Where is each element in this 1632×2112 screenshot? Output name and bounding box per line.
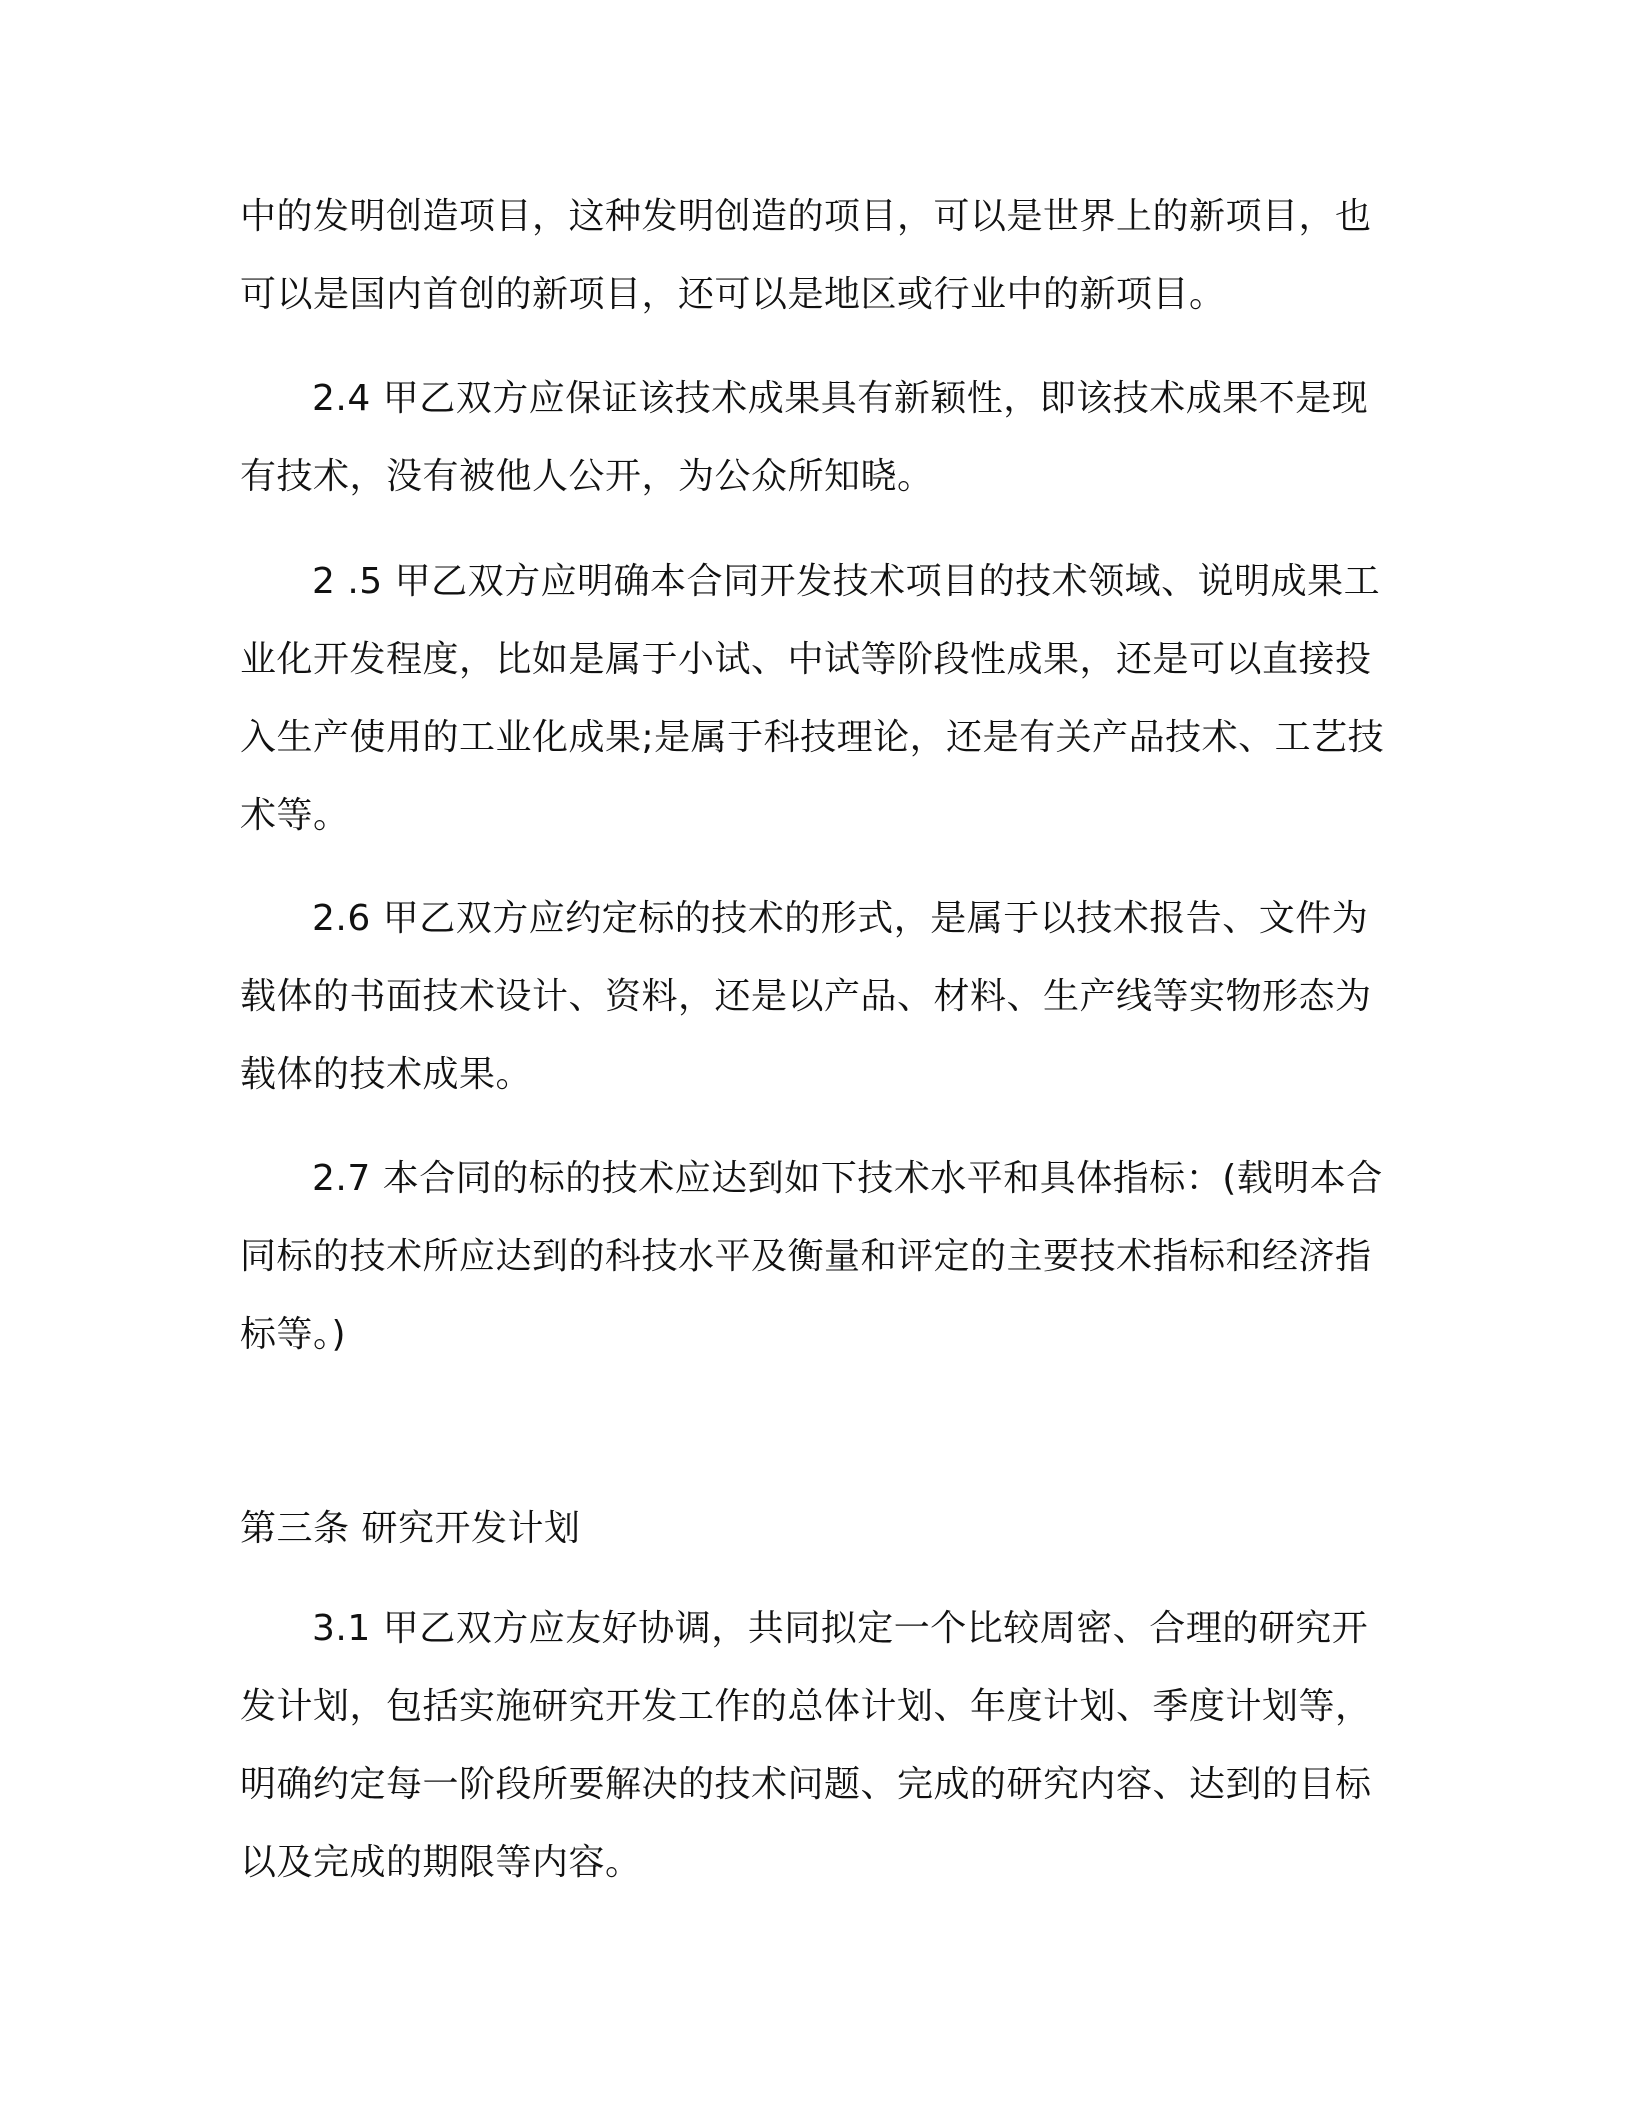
paragraph-clause-3-1: 3.1 甲乙双方应友好协调，共同拟定一个比较周密、合理的研究开发计划，包括实施研究开发工作的总体计划、年度计划、季度计划等，明确约定每一阶段所要解决的技术问题、完成的研究内容、达到的目标以及完成的期限等内容。 [240, 1608, 1372, 1883]
paragraph-clause-2-6: 2.6 甲乙双方应约定标的技术的形式，是属于以技术报告、文件为载体的书面技术设计、资料，还是以产品、材料、生产线等实物形态为载体的技术成果。 [240, 898, 1372, 1095]
paragraph-clause-2-4: 2.4 甲乙双方应保证该技术成果具有新颖性，即该技术成果不是现有技术，没有被他人公开，为公众所知晓。 [240, 378, 1369, 497]
paragraph-clause-2-5: 2 .5 甲乙双方应明确本合同开发技术项目的技术领域、说明成果工业化开发程度，比如是属于小试、中试等阶段性成果，还是可以直接投入生产使用的工业化成果;是属于科技理论，还是有关产品技术、工艺技术等。 [240, 561, 1385, 836]
article-3-heading: 第三条 研究开发计划 [240, 1508, 581, 1549]
paragraph-continuation: 中的发明创造项目，这种发明创造的项目，可以是世界上的新项目，也可以是国内首创的新项目，还可以是地区或行业中的新项目。 [240, 196, 1372, 315]
paragraph-clause-2-7: 2.7 本合同的标的技术应达到如下技术水平和具体指标：(载明本合同标的技术所应达到的科技水平及衡量和评定的主要技术指标和经济指标等。) [240, 1158, 1383, 1355]
